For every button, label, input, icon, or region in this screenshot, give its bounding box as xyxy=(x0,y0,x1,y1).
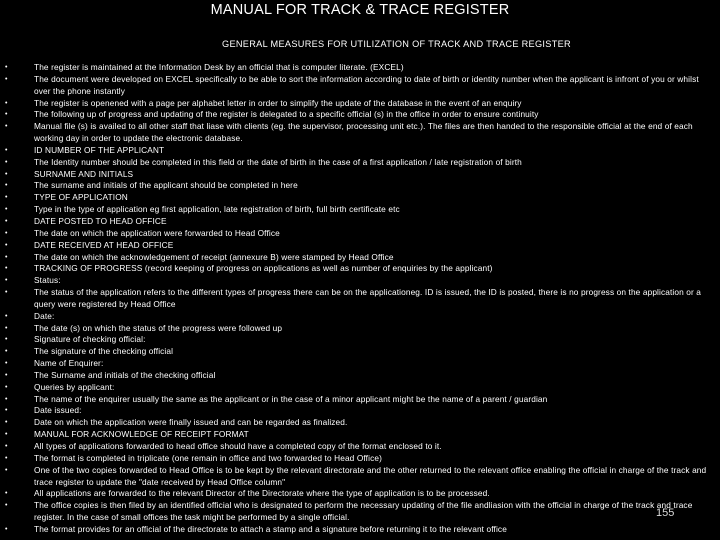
list-item-text: Queries by applicant: xyxy=(34,381,115,392)
bullet-icon: • xyxy=(5,443,8,450)
bullet-icon: • xyxy=(5,99,8,107)
bullet-icon: • xyxy=(5,466,8,474)
list-item-text: Date on which the application were finally issued and can be regarded as finalized. xyxy=(34,417,348,428)
bullet-icon: • xyxy=(5,206,8,214)
bullet-icon: • xyxy=(5,111,8,119)
list-item xyxy=(0,394,720,406)
list-item xyxy=(0,488,720,500)
bullet-icon: • xyxy=(5,360,8,368)
list-item xyxy=(0,358,720,370)
list-item-text: All applications are forwarded to the relevant Director of the Directorate where the type of application is to be processed. xyxy=(34,488,490,499)
page-number: 155 xyxy=(656,507,675,519)
list-item-text: The format provides for an official of the directorate to attach a stamp and a signature before returning it to the relevant office xyxy=(34,523,507,534)
bullet-icon: • xyxy=(5,348,8,356)
list-item xyxy=(0,192,720,204)
bullet-icon: • xyxy=(5,146,8,154)
bullet-icon: • xyxy=(5,123,8,131)
list-item-text: Signature of checking official: xyxy=(34,334,146,345)
bullet-icon: • xyxy=(5,395,8,403)
bullet-icon: • xyxy=(5,170,8,178)
list-item-text: ID NUMBER OF THE APPLICANT xyxy=(34,144,165,155)
bullet-icon: • xyxy=(5,277,8,285)
list-item xyxy=(0,263,720,275)
list-item-text: The Identity number should be completed in this field or the date of birth in the case of a first application / late registration of birth xyxy=(34,156,522,167)
list-item-text: Status: xyxy=(34,275,61,286)
list-item-text: The date on which the application were forwarded to Head Office xyxy=(34,227,280,238)
bullet-icon: • xyxy=(5,253,8,261)
list-item xyxy=(0,121,720,145)
bullet-icon: • xyxy=(5,241,8,249)
list-item xyxy=(0,275,720,287)
bullet-icon: • xyxy=(5,312,8,320)
bullet-icon: • xyxy=(5,407,8,415)
list-item-text: The date (s) on which the status of the progress were followed up xyxy=(34,322,283,333)
bullet-icon: • xyxy=(5,265,8,273)
list-item xyxy=(0,240,720,252)
list-item-text: The register is openened with a page per alphabet letter in order to simplify the update of the database in the event of an enquiry xyxy=(34,97,522,108)
bullet-icon: • xyxy=(5,454,8,462)
list-item xyxy=(0,74,720,98)
bullet-icon: • xyxy=(5,158,8,166)
list-item-text: Date issued: xyxy=(34,405,82,416)
list-item-text: The status of the application refers to the different types of progress there can be on the applicationeg. ID is issued, the ID is posted, there is no progress on the application or a query were registered by Head Office xyxy=(34,287,702,309)
list-item xyxy=(0,429,720,441)
bullet-icon: • xyxy=(5,490,8,498)
bullet-icon: • xyxy=(5,217,8,225)
list-item xyxy=(0,228,720,240)
list-item xyxy=(0,417,720,429)
list-item xyxy=(0,453,720,465)
instruction-list xyxy=(0,62,720,536)
list-item xyxy=(0,334,720,346)
list-item-text: MANUAL FOR ACKNOWLEDGE OF RECEIPT FORMAT xyxy=(34,429,249,440)
list-item-text: The date on which the acknowledgement of receipt (annexure B) were stamped by Head Office xyxy=(34,251,394,262)
list-item-text: The Surname and initials of the checking official xyxy=(34,369,216,380)
list-item xyxy=(0,524,720,536)
bullet-icon: • xyxy=(5,336,8,344)
bullet-icon: • xyxy=(5,229,8,237)
list-item-text: The name of the enquirer usually the same as the applicant or in the case of a minor applicant might be the name of a parent / guardian xyxy=(34,393,548,404)
list-item xyxy=(0,311,720,323)
list-item-text: The surname and initials of the applicant should be completed in here xyxy=(34,180,298,191)
list-item xyxy=(0,204,720,216)
bullet-icon: • xyxy=(5,419,8,427)
list-item xyxy=(0,382,720,394)
list-item xyxy=(0,441,720,453)
bullet-icon: • xyxy=(5,502,8,510)
list-item-text: SURNAME AND INITIALS xyxy=(34,168,134,179)
bullet-icon: • xyxy=(5,371,8,379)
bullet-icon: • xyxy=(5,383,8,391)
list-item xyxy=(0,323,720,335)
bullet-icon: • xyxy=(5,182,8,190)
list-item-text: The document were developed on EXCEL specifically to be able to sort the information according to date of birth or identity number when the applicant is infront of you or whilst over the phone instantly xyxy=(34,73,699,96)
list-item xyxy=(0,370,720,382)
bullet-icon: • xyxy=(5,194,8,202)
list-item-text: Date: xyxy=(34,310,55,321)
list-item-text: The register is maintained at the Information Desk by an official that is computer literate. (EXCEL) xyxy=(34,62,404,72)
list-item xyxy=(0,500,720,524)
list-item-text: All types of applications forwarded to head office should have a completed copy of the format enclosed to it. xyxy=(34,441,442,451)
bullet-icon: • xyxy=(5,431,8,439)
page-title: MANUAL FOR TRACK & TRACE REGISTER xyxy=(210,2,510,18)
list-item-text: TRACKING OF PROGRESS (record keeping of progress on applications as well as number of enquiries by the applicant) xyxy=(34,263,493,274)
list-item-text: DATE RECEIVED AT HEAD OFFICE xyxy=(34,239,174,250)
list-item-text: TYPE OF APPLICATION xyxy=(34,192,128,203)
list-item-text: Name of Enquirer: xyxy=(34,358,104,369)
list-item xyxy=(0,169,720,181)
list-item xyxy=(0,346,720,358)
list-item xyxy=(0,180,720,192)
page-subtitle: GENERAL MEASURES FOR UTILIZATION OF TRACK AND TRACE REGISTER xyxy=(222,39,571,49)
list-item-text: Type in the type of application eg first application, late registration of birth, full birth certificate etc xyxy=(34,204,400,215)
list-item xyxy=(0,405,720,417)
list-item xyxy=(0,157,720,169)
list-item xyxy=(0,145,720,157)
list-item-text: DATE POSTED TO HEAD OFFICE xyxy=(34,215,167,226)
list-item xyxy=(0,98,720,110)
list-item-text: The format is completed in triplicate (one remain in office and two forwarded to Head Office) xyxy=(34,452,382,463)
bullet-icon: • xyxy=(5,64,8,71)
bullet-icon: • xyxy=(5,289,8,297)
list-item xyxy=(0,252,720,264)
bullet-icon: • xyxy=(5,75,8,83)
list-item-text: The signature of the checking official xyxy=(34,346,174,357)
list-item xyxy=(0,109,720,121)
list-item xyxy=(0,216,720,228)
list-item xyxy=(0,62,720,74)
bullet-icon: • xyxy=(5,525,8,533)
list-item xyxy=(0,465,720,489)
list-item xyxy=(0,287,720,311)
list-item-text: Manual file (s) is availed to all other staff that liase with clients (eg. the supervisor, processing unit etc.). The files are then handed to the responsible official at the end of each working day in order to update the electronic database. xyxy=(34,121,693,144)
list-item-text: One of the two copies forwarded to Head Office is to be kept by the relevant directorate and the other returned to the relevant office enabling the official in charge of the track and trace register to update the "date received by Head Office column" xyxy=(34,464,707,487)
list-item-text: The following up of progress and updating of the register is delegated to a specific official (s) in the office in order to ensure continuity xyxy=(34,109,539,120)
list-item-text: The office copies is then filed by an identified official who is designated to perform the necessary updating of the file andliasion with the official in charge of the track and trace register. In the case of small offices the task might be performed by a single official. xyxy=(34,500,693,523)
bullet-icon: • xyxy=(5,324,8,332)
